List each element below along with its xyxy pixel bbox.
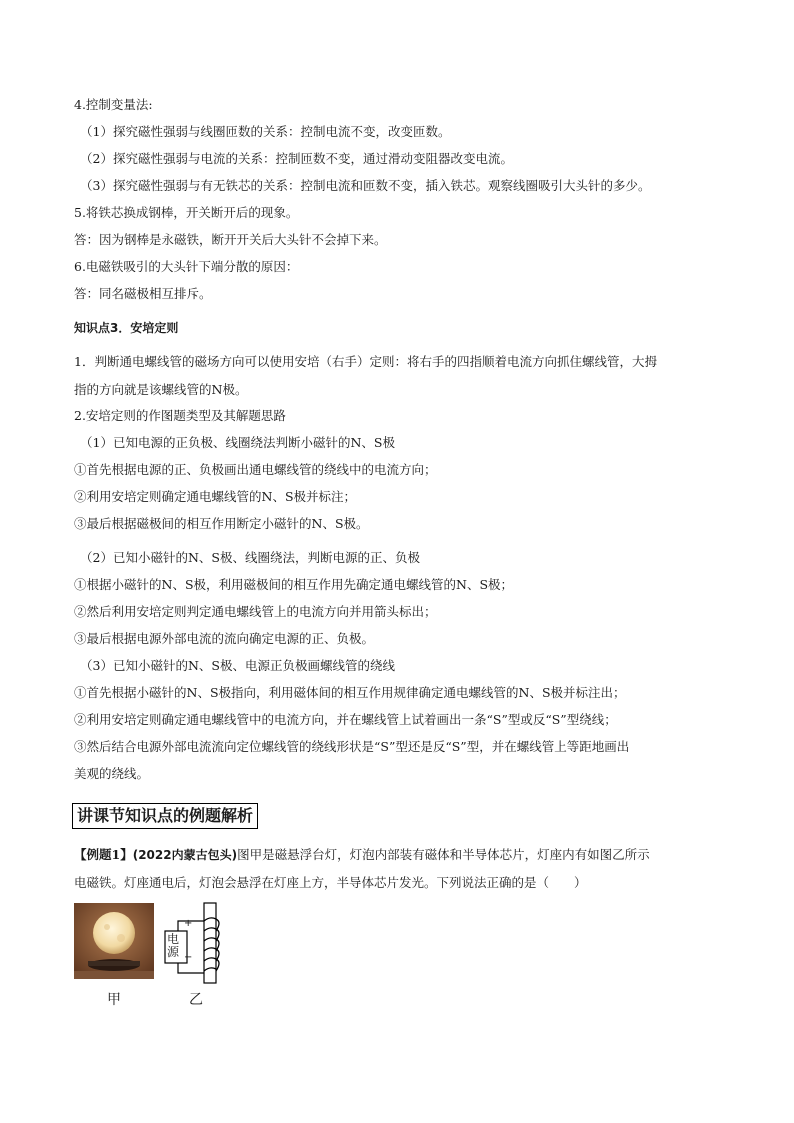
text-line: （1）已知电源的正负极、线圈绕法判断小磁针的N、S极 [80, 435, 395, 450]
text-line: ②利用安培定则确定通电螺线管中的电流方向，并在螺线管上试着画出一条“S”型或反“S”型绕线； [74, 712, 617, 727]
plus-terminal-label: + [184, 918, 193, 929]
text-line: （3）已知小磁针的N、S极、电源正负极画螺线管的绕线 [80, 658, 395, 673]
text-line: （2）已知小磁针的N、S极、线圈绕法，判断电源的正、负极 [80, 550, 420, 565]
levitating-lamp-photo [74, 903, 154, 979]
example-question-line-1 [74, 847, 650, 863]
text-line: ①首先根据小磁针的N、S极指向，利用磁体间的相互作用规律确定通电螺线管的N、S极并标注出； [74, 685, 626, 700]
figure-label-yi: 乙 [189, 992, 203, 1008]
text-line: 指的方向就是该螺线管的N极。 [74, 382, 248, 397]
text-line: 1．判断通电螺线管的磁场方向可以使用安培（右手）定则：将右手的四指顺着电流方向抓住螺线管，大拇 [74, 354, 657, 369]
text-line: 4.控制变量法: [74, 97, 153, 112]
knowledge-point-heading: 知识点3．安培定则 [74, 321, 179, 335]
example-text: 图甲是磁悬浮台灯，灯泡内部装有磁体和半导体芯片，灯座内有如图乙所示 [237, 847, 650, 862]
text-line: 5.将铁芯换成钢棒，开关断开后的现象。 [74, 205, 299, 220]
figure-label-jia: 甲 [107, 992, 121, 1008]
text-line: 答：因为钢棒是永磁铁，断开开关后大头针不会掉下来。 [74, 232, 387, 247]
text-line: ①根据小磁针的N、S极，利用磁极间的相互作用先确定通电螺线管的N、S极； [74, 577, 514, 592]
text-line: 6.电磁铁吸引的大头针下端分散的原因： [74, 259, 299, 274]
example-tag: 【例题1】 [74, 847, 133, 862]
text-line: 答：同名磁极相互排斥。 [74, 286, 212, 301]
minus-terminal-label: − [184, 952, 193, 963]
text-line: ③最后根据磁极间的相互作用断定小磁针的N、S极。 [74, 516, 369, 531]
text-line: （1）探究磁性强弱与线圈匝数的关系：控制电流不变，改变匝数。 [80, 124, 451, 139]
text-line: （3）探究磁性强弱与有无铁芯的关系：控制电流和匝数不变，插入铁芯。观察线圈吸引大头针的多少。 [80, 178, 651, 193]
text-line: ③然后结合电源外部电流流向定位螺线管的绕线形状是“S”型还是反“S”型，并在螺线管上等距地画出 [74, 739, 630, 754]
example-question-line-2: 电磁铁。灯座通电后，灯泡会悬浮在灯座上方，半导体芯片发光。下列说法正确的是（ ） [74, 875, 587, 890]
text-line: ②然后利用安培定则判定通电螺线管上的电流方向并用箭头标出； [74, 604, 437, 619]
text-line: ③最后根据电源外部电流的流向确定电源的正、负极。 [74, 631, 375, 646]
example-source: (2022内蒙古包头) [132, 848, 238, 862]
text-line: ②利用安培定则确定通电螺线管的N、S极并标注； [74, 489, 357, 504]
text-line: ①首先根据电源的正、负极画出通电螺线管的绕线中的电流方向； [74, 462, 437, 477]
text-line: 美观的绕线。 [74, 766, 150, 781]
text-line: （2）探究磁性强弱与电流的关系：控制匝数不变，通过滑动变阻器改变电流。 [80, 151, 513, 166]
power-source-label: 电 源 [167, 932, 180, 959]
text-line: 2.安培定则的作图题类型及其解题思路 [74, 408, 286, 423]
section-title: 讲课节知识点的例题解析 [72, 803, 258, 829]
